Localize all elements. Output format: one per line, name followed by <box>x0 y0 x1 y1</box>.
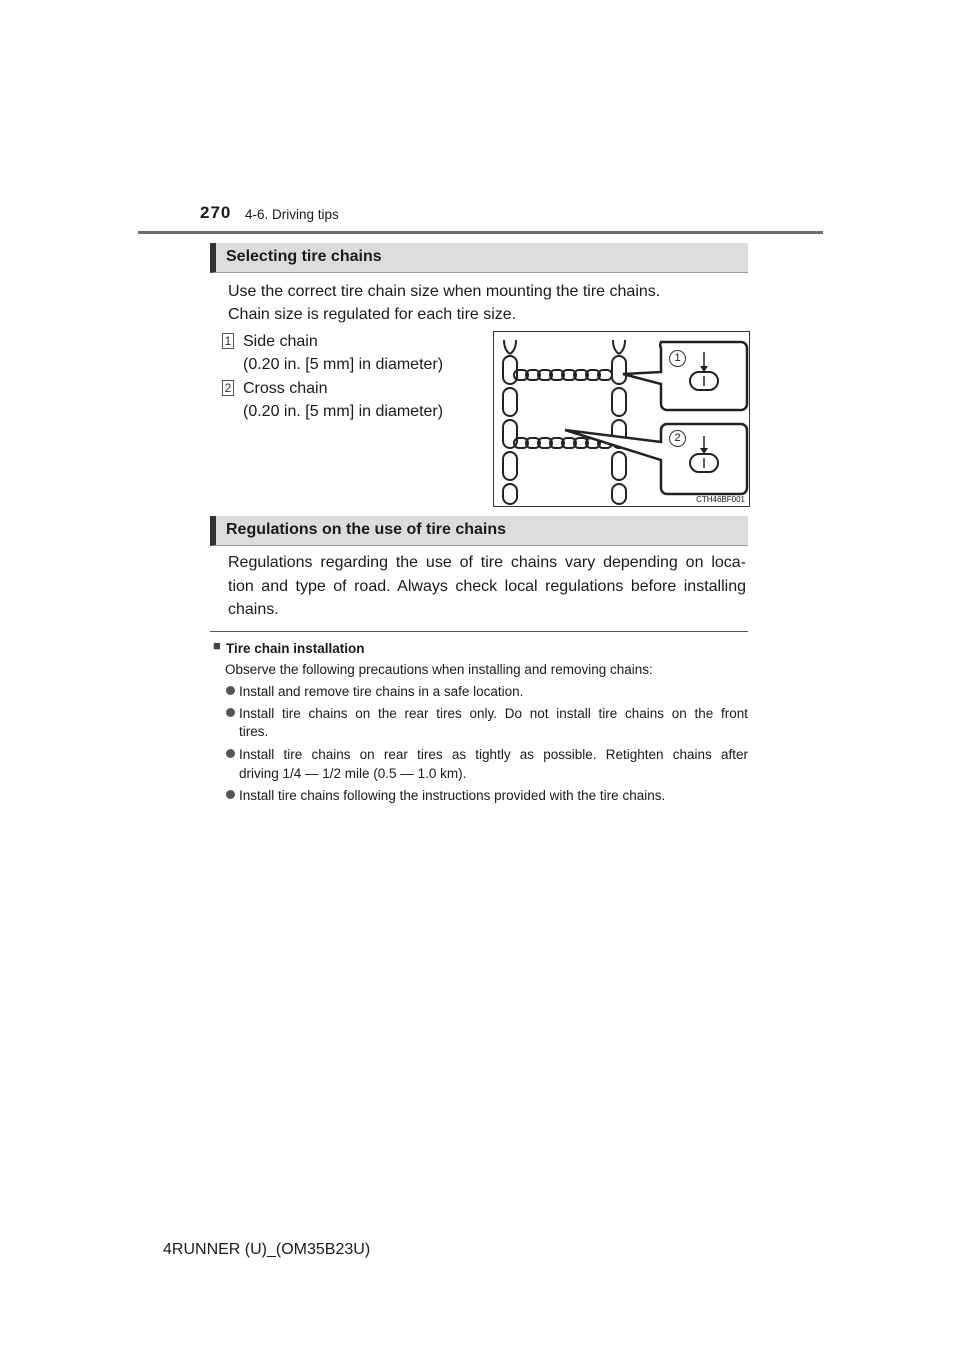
header-rule <box>138 231 823 234</box>
body-line: Regulations regarding the use of tire chains vary depending on loca- <box>228 554 746 571</box>
section-title: Selecting tire chains <box>226 248 382 265</box>
subsection-rule <box>210 631 748 632</box>
intro-line: Chain size is regulated for each tire size. <box>228 306 517 323</box>
subsection-title: Tire chain installation <box>226 641 365 656</box>
page-number: 270 <box>200 203 232 222</box>
bullet-text: driving 1/4 — 1/2 mile (0.5 — 1.0 km). <box>239 766 467 781</box>
item-label: Side chain <box>243 333 318 350</box>
figure-code: CTH46BF001 <box>696 495 745 504</box>
item-number-box: 2 <box>222 380 234 396</box>
item-number-box: 1 <box>222 333 234 349</box>
subsection-marker: ■ <box>213 638 221 653</box>
bullet-dot <box>226 708 235 717</box>
bullet-dot <box>226 686 235 695</box>
section-title-bar <box>210 243 748 273</box>
intro-line: Use the correct tire chain size when mounting the tire chains. <box>228 283 661 300</box>
tire-chain-illustration <box>494 332 749 506</box>
body-line: chains. <box>228 601 279 618</box>
footer-model: 4RUNNER (U)_(OM35B23U) <box>163 1241 371 1258</box>
bullet-text: Install tire chains on rear tires as tightly as possible. Retighten chains after <box>239 747 748 762</box>
bullet-text: Install and remove tire chains in a safe location. <box>239 684 524 699</box>
item-label: Cross chain <box>243 380 328 397</box>
callout-1: 1 <box>669 350 686 367</box>
bullet-dot <box>226 790 235 799</box>
callout-2: 2 <box>669 430 686 447</box>
section-path: 4-6. Driving tips <box>245 207 339 222</box>
item-detail: (0.20 in. [5 mm] in diameter) <box>243 356 444 373</box>
body-line: tion and type of road. Always check local regulations before installing <box>228 578 746 595</box>
subsection-intro: Observe the following precautions when installing and removing chains: <box>225 662 653 677</box>
bullet-text: Install tire chains on the rear tires only. Do not install tire chains on the front <box>239 706 748 721</box>
tire-chain-figure <box>493 331 750 507</box>
bullet-text: Install tire chains following the instructions provided with the tire chains. <box>239 788 666 803</box>
section-title-bar <box>210 516 748 546</box>
section-title: Regulations on the use of tire chains <box>226 521 507 538</box>
bullet-text: tires. <box>239 724 269 739</box>
bullet-dot <box>226 749 235 758</box>
item-detail: (0.20 in. [5 mm] in diameter) <box>243 403 444 420</box>
